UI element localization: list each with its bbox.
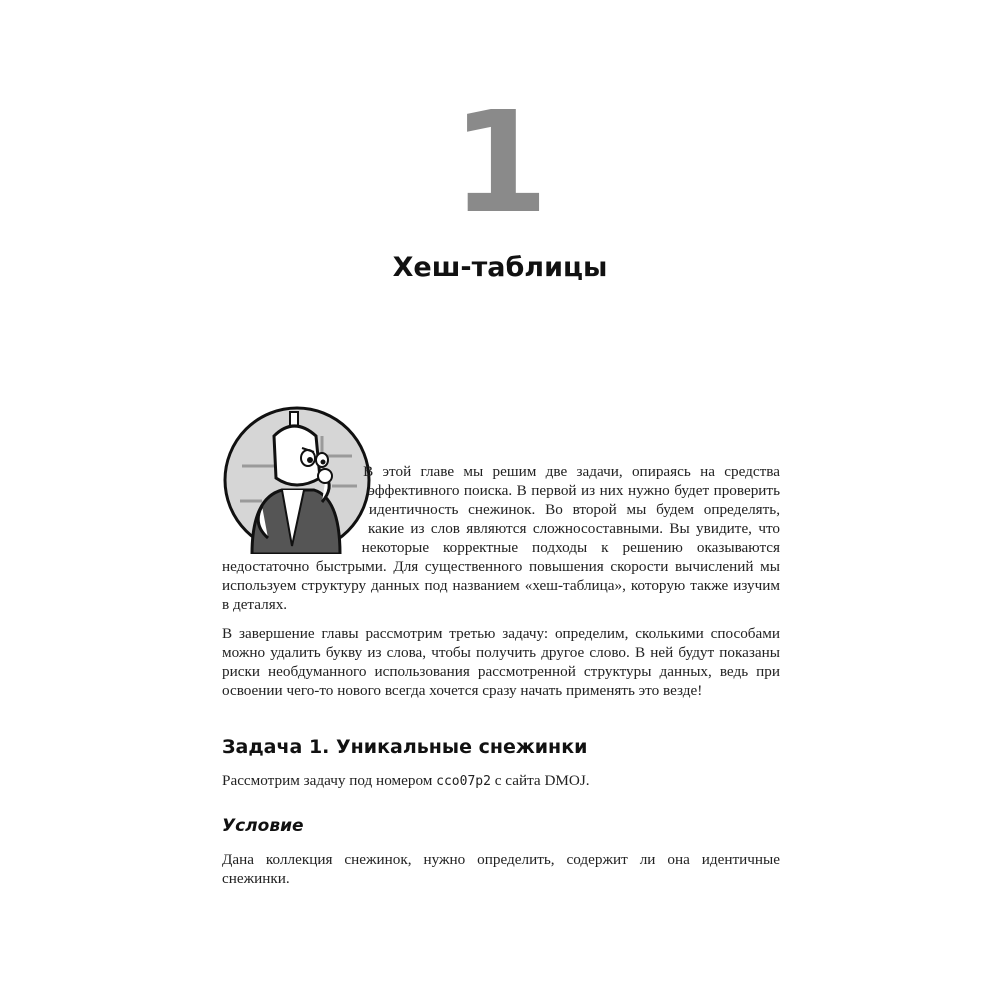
- condition-subheading: Условие: [222, 816, 304, 836]
- intro-text-block: [222, 462, 780, 710]
- section-intro-before: Рассмотрим задачу под номером: [222, 772, 437, 789]
- robot-mascot-icon: [222, 406, 372, 554]
- condition-text: Дана коллекция снежинок, нужно определить, содержит ли она идентичные снежинки.: [222, 851, 780, 887]
- intro-paragraph-1: В этой главе мы решим две задачи, опираясь на средства эффективного поиска. В первой из них нужно будет проверить идентичность снежинок. Во второй мы будем определять, какие из слов являются сложносоставными. Вы увидите, что некоторые корректные подходы к решению оказываются недостаточно быстрыми. Для существенного повышения скорости вычислений мы используем структуру данных под названием «хеш-таблица», которую также изучим в деталях.: [222, 463, 780, 613]
- problem-code: cco07p2: [436, 774, 491, 789]
- chapter-title: Хеш-таблицы: [392, 252, 608, 283]
- chapter-number: 1: [451, 82, 549, 245]
- intro-paragraph-2: В завершение главы рассмотрим третью задачу: определим, сколькими способами можно удалить букву из слова, чтобы получить другое слово. В ней будут показаны риски необдуманного использования рассмотренной структуры данных, ведь при освоении чего-то нового всегда хочется сразу начать применять это везде!: [222, 625, 780, 699]
- section-intro-after: с сайта DMOJ.: [490, 772, 590, 789]
- section-heading: Задача 1. Уникальные снежинки: [222, 736, 588, 758]
- section-intro-line: [222, 772, 590, 790]
